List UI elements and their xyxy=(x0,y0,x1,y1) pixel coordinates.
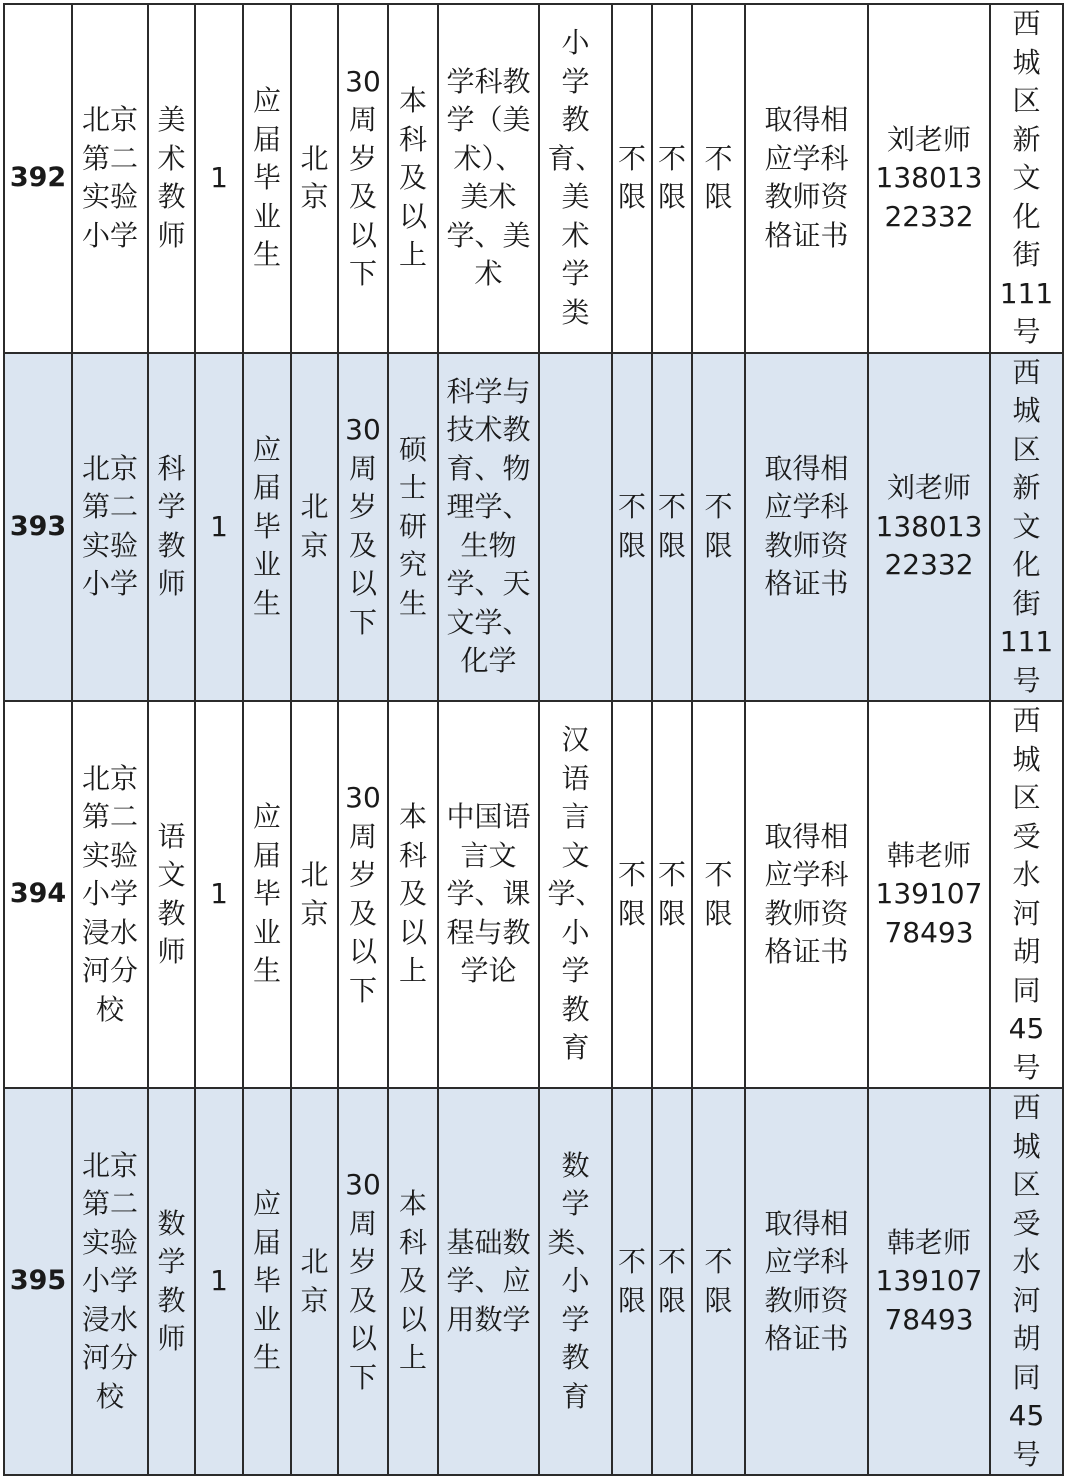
table-row xyxy=(4,353,1063,702)
hiring-count: 1 xyxy=(210,877,228,911)
table-row xyxy=(4,4,1063,353)
graduate-major: 中国语 言文 学、课 程与教 学论 xyxy=(446,800,531,988)
table-row xyxy=(4,701,1063,1088)
school-name: 北京 第二 实验 小学 xyxy=(81,103,138,252)
graduate-major: 科学与 技术教 育、物 理学、 生物 学、天 文学、 化学 xyxy=(446,374,531,678)
address: 西 城 区 受 水 河 胡 同 45 号 xyxy=(1008,704,1045,1084)
other-requirement: 取得相 应学科 教师资 格证书 xyxy=(764,1206,849,1355)
age-requirement: 30 周 岁 及 以 下 xyxy=(345,64,381,291)
undergraduate-major: 数 学 类、 小 学 教 育 xyxy=(547,1148,604,1413)
other-requirement: 取得相 应学科 教师资 格证书 xyxy=(764,819,849,968)
education-requirement: 硕 士 研 究 生 xyxy=(398,432,427,620)
undergraduate-major: 汉 语 言 文 学、 小 学 教 育 xyxy=(547,723,604,1065)
graduate-major: 基础数 学、应 用数学 xyxy=(446,1225,531,1336)
table-row xyxy=(4,1088,1063,1475)
requirement-unlimited: 不 限 xyxy=(617,858,646,930)
residence-requirement: 北 京 xyxy=(300,141,329,214)
row-number: 393 xyxy=(9,510,67,542)
other-requirement: 取得相 应学科 教师资 格证书 xyxy=(764,451,849,601)
candidate-type: 应 届 毕 业 生 xyxy=(252,84,281,271)
hiring-count: 1 xyxy=(210,1264,228,1298)
education-requirement: 本 科 及 以 上 xyxy=(398,1187,427,1375)
requirement-unlimited: 不 限 xyxy=(617,1245,646,1317)
contact-info: 刘老师 138013 22332 xyxy=(875,471,983,581)
requirement-unlimited: 不 限 xyxy=(617,141,646,214)
position-name: 科 学 教 师 xyxy=(157,451,186,601)
contact-info: 刘老师 138013 22332 xyxy=(875,122,983,233)
recruitment-table xyxy=(3,3,1064,1476)
requirement-unlimited: 不 限 xyxy=(657,141,686,214)
hiring-count: 1 xyxy=(210,509,228,543)
position-name: 美 术 教 师 xyxy=(157,103,186,252)
candidate-type: 应 届 毕 业 生 xyxy=(252,432,281,620)
row-number: 392 xyxy=(9,162,67,193)
undergraduate-major: 小 学 教 育、 美 术 学 类 xyxy=(547,26,604,329)
contact-info: 韩老师 139107 78493 xyxy=(875,838,983,949)
education-requirement: 本 科 及 以 上 xyxy=(398,800,427,988)
requirement-unlimited: 不 限 xyxy=(657,1245,686,1317)
candidate-type: 应 届 毕 业 生 xyxy=(252,1187,281,1375)
age-requirement: 30 周 岁 及 以 下 xyxy=(345,413,381,639)
position-name: 语 文 教 师 xyxy=(157,819,186,968)
requirement-unlimited: 不 限 xyxy=(704,858,733,930)
requirement-unlimited: 不 限 xyxy=(657,490,686,562)
other-requirement: 取得相 应学科 教师资 格证书 xyxy=(764,103,849,252)
residence-requirement: 北 京 xyxy=(300,858,329,930)
candidate-type: 应 届 毕 业 生 xyxy=(252,800,281,988)
graduate-major: 学科教 学（美 术）、 美术 学、美 术 xyxy=(446,64,531,291)
row-number: 395 xyxy=(9,1265,67,1297)
address: 西 城 区 受 水 河 胡 同 45 号 xyxy=(1008,1091,1045,1471)
age-requirement: 30 周 岁 及 以 下 xyxy=(345,781,381,1007)
position-name: 数 学 教 师 xyxy=(157,1206,186,1355)
requirement-unlimited: 不 限 xyxy=(704,490,733,562)
row-number: 394 xyxy=(9,878,67,910)
school-name: 北京 第二 实验 小学 浸水 河分 校 xyxy=(81,761,138,1026)
age-requirement: 30 周 岁 及 以 下 xyxy=(345,1168,381,1394)
school-name: 北京 第二 实验 小学 浸水 河分 校 xyxy=(81,1148,138,1413)
requirement-unlimited: 不 限 xyxy=(617,490,646,562)
education-requirement: 本 科 及 以 上 xyxy=(398,84,427,271)
requirement-unlimited: 不 限 xyxy=(704,1245,733,1317)
address: 西 城 区 新 文 化 街 111 号 xyxy=(999,355,1054,697)
school-name: 北京 第二 实验 小学 xyxy=(81,451,138,601)
residence-requirement: 北 京 xyxy=(300,1245,329,1317)
hiring-count: 1 xyxy=(210,161,228,194)
requirement-unlimited: 不 限 xyxy=(657,858,686,930)
residence-requirement: 北 京 xyxy=(300,490,329,562)
requirement-unlimited: 不 限 xyxy=(704,141,733,214)
contact-info: 韩老师 139107 78493 xyxy=(875,1225,983,1336)
address: 西 城 区 新 文 化 街 111 号 xyxy=(999,7,1054,348)
